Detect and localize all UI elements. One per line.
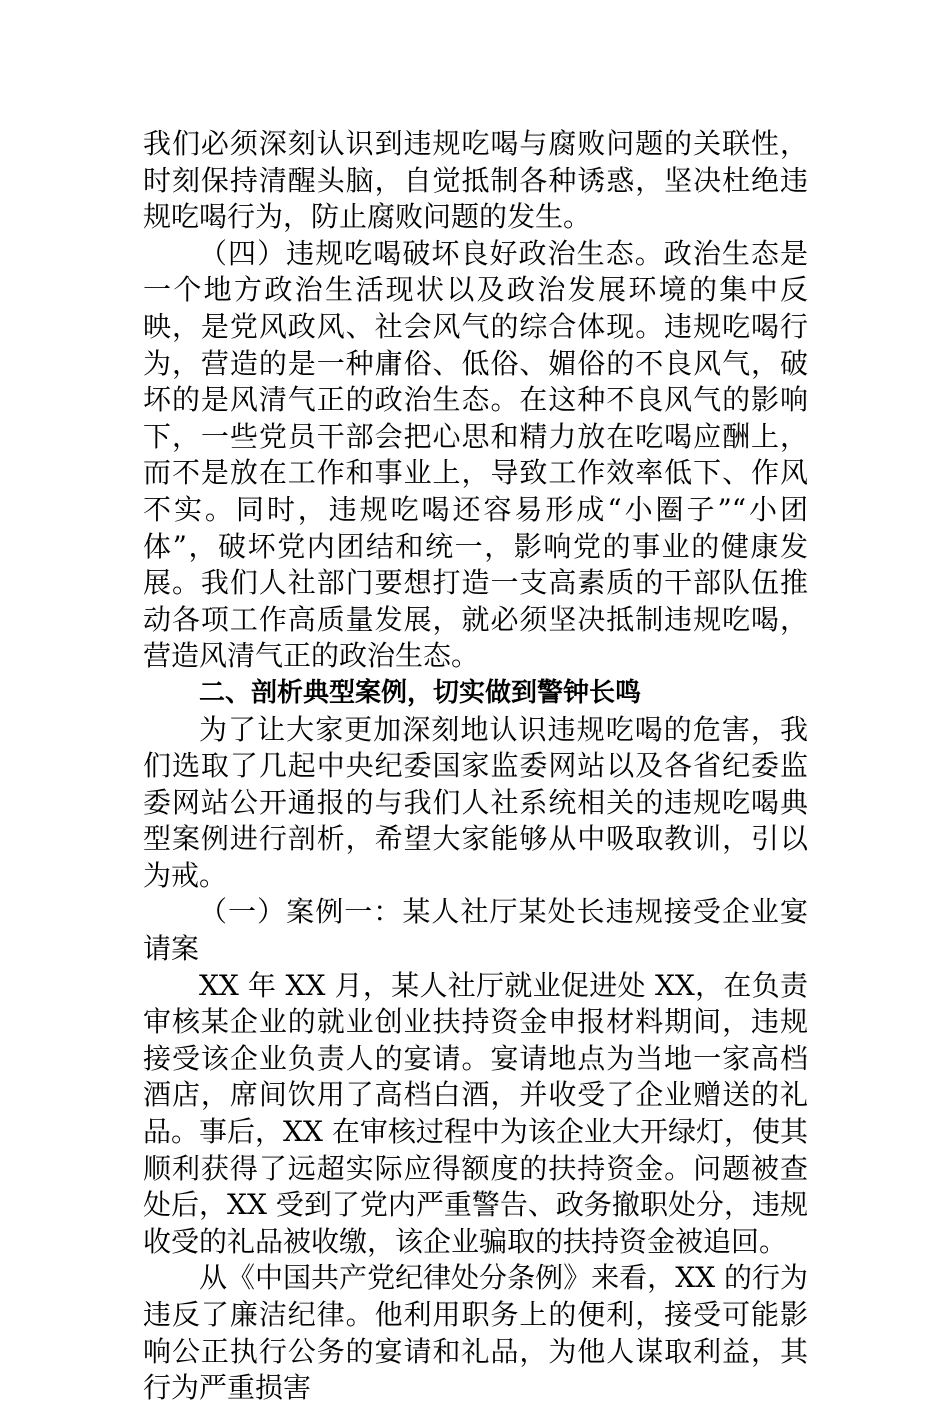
paragraph-case-one-analysis: 从《中国共产党纪律处分条例》来看，XX 的行为违反了廉洁纪律。他利用职务上的便利，接受可能影响公正执行公务的宴请和礼品，为他人谋取利益，其行为严重损害 xyxy=(143,1261,808,1405)
section-heading: 二、剖析典型案例，切实做到警钟长鸣 xyxy=(199,677,642,708)
paragraph-continuation: 我们必须深刻认识到违规吃喝与腐败问题的关联性，时刻保持清醒头脑，自觉抵制各种诱惑，坚决杜绝违规吃喝行为，防止腐败问题的发生。 xyxy=(143,127,808,234)
document-body xyxy=(143,126,808,1407)
paragraph-case-one-detail: XX 年 XX 月，某人社厅就业促进处 XX，在负责审核某企业的就业创业扶持资金申报材料期间，违规接受该企业负责人的宴请。宴请地点为当地一家高档酒店，席间饮用了高档白酒，并收受了企业赠送的礼品。事后，XX 在审核过程中为该企业大开绿灯，使其顺利获得了远超实际应得额度的扶持资金。问题被查处后，XX 受到了党内严重警告、政务撤职处分，违规收受的礼品被收缴，该企业骗取的扶持资金被追回。 xyxy=(143,968,808,1258)
case-one-title: （一）案例一：某人社厅某处长违规接受企业宴请案 xyxy=(143,895,808,966)
paragraph-case-intro: 为了让大家更加深刻地认识违规吃喝的危害，我们选取了几起中央纪委国家监委网站以及各省纪委监委网站公开通报的与我们人社系统相关的违规吃喝典型案例进行剖析，希望大家能够从中吸取教训，引以为戒。 xyxy=(143,712,808,892)
paragraph-section-four: （四）违规吃喝破坏良好政治生态。政治生态是一个地方政治生活现状以及政治发展环境的集中反映，是党风政风、社会风气的综合体现。违规吃喝行为，营造的是一种庸俗、低俗、媚俗的不良风气，破坏的是风清气正的政治生态。在这种不良风气的影响下，一些党员干部会把心思和精力放在吃喝应酬上，而不是放在工作和事业上，导致工作效率低下、作风不实。同时，违规吃喝还容易形成“小圈子”“小团体”，破坏党内团结和统一，影响党的事业的健康发展。我们人社部门要想打造一支高素质的干部队伍推动各项工作高质量发展，就必须坚决抵制违规吃喝，营造风清气正的政治生态。 xyxy=(143,236,808,673)
